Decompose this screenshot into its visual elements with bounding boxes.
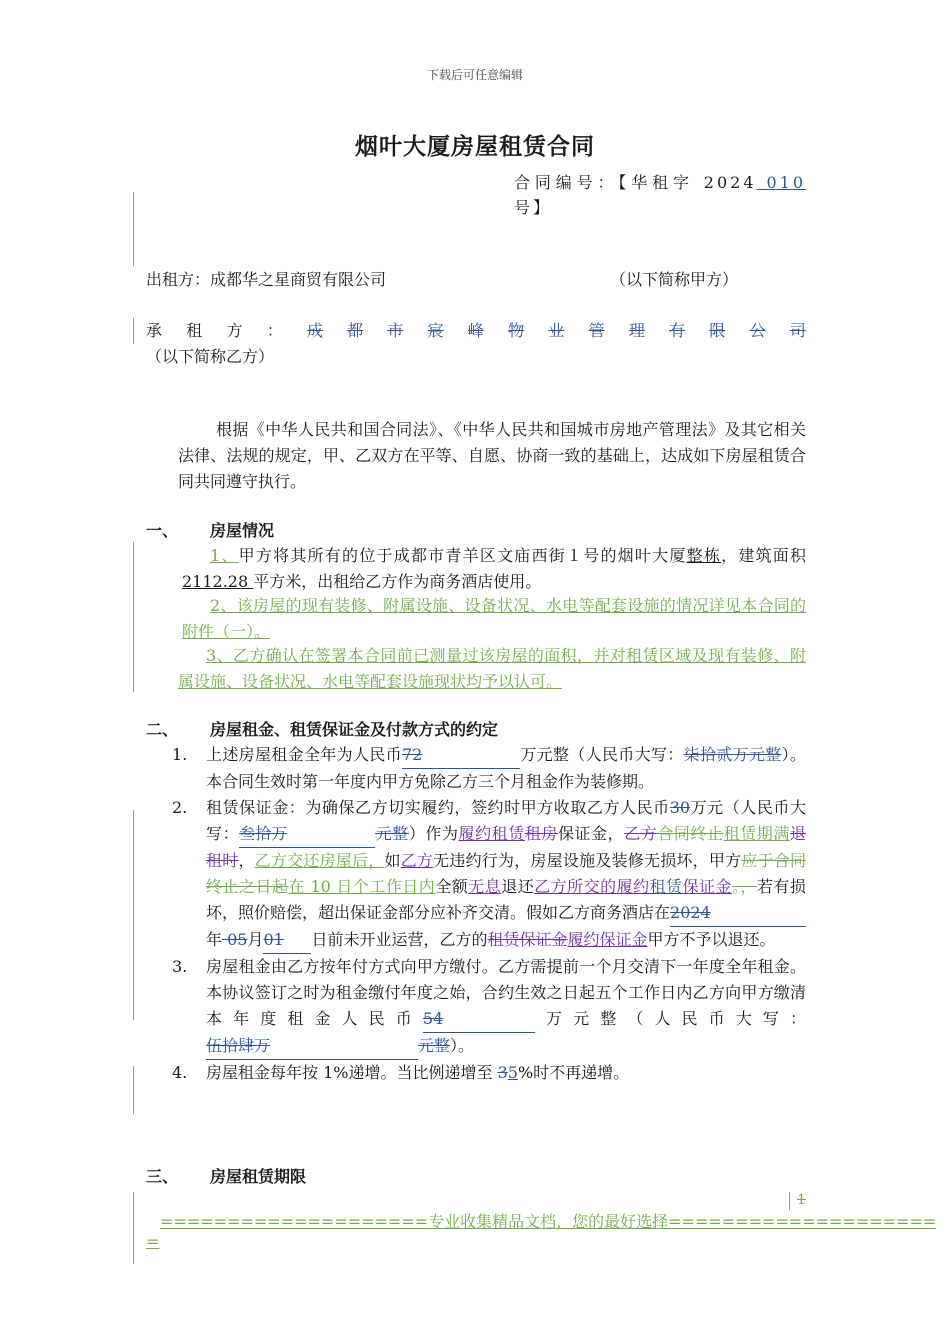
- inserted-text: 乙方所交的履约: [534, 877, 650, 896]
- deleted-text: 。，: [731, 877, 757, 896]
- item-text: 上述房屋租金全年为人民币: [206, 745, 402, 764]
- lessor-note: （以下简称甲方）: [610, 270, 739, 289]
- item-text: 如: [384, 851, 401, 870]
- inserted-text: 5: [507, 1063, 518, 1082]
- lessee-name-char: 市: [387, 321, 404, 340]
- item-text: 房屋租金由乙方按年付方式向甲方缴付。乙方需提前一个月交清下一年度全年租金。本协议签订之时为租金缴付年度之始，合约生效之日起五个工作日内乙方向甲方缴清本年度租金人民币: [206, 957, 806, 1028]
- section-1-item-1: [182, 543, 806, 595]
- item-text: 万元整（人民币大写：: [534, 1009, 806, 1028]
- deleted-text: 租房: [524, 824, 558, 843]
- item-text: 全额: [435, 877, 469, 896]
- area-value: 2112.28: [182, 572, 254, 591]
- lessee-name-char: 有: [669, 321, 686, 340]
- list-number: 1.: [172, 745, 188, 764]
- change-bar: [133, 810, 134, 1020]
- preamble: 根据《中华人民共和国合同法》、《中华人民共和国城市房地产管理法》及其它相关法律、法规的规定，甲、乙双方在平等、自愿、协商一致的基础上，达成如下房屋租赁合同共同遵守执行。: [178, 420, 806, 491]
- deposit-upper: 叁拾万: [239, 821, 375, 848]
- header-note: 下载后可任意编辑: [426, 68, 523, 82]
- contract-number-suffix: 号】: [514, 198, 553, 217]
- section-number: 一、: [146, 521, 179, 540]
- list-number: 2.: [172, 798, 188, 817]
- item-text: 月: [247, 930, 264, 949]
- section-2-list: [172, 742, 806, 1086]
- deleted-text: 应于合同终止之日起: [206, 851, 806, 896]
- item-text: 万元（人民币大写：: [206, 798, 806, 843]
- lessee-name-char: 成: [306, 321, 323, 340]
- inserted-text: 乙方交还房屋后，: [254, 851, 385, 870]
- item-number: 1、: [210, 546, 239, 565]
- annual-rent-upper: 伍拾肆万: [206, 1033, 418, 1060]
- section-1-item-2: [182, 593, 806, 645]
- item-text: %时不再递增。: [517, 1063, 630, 1082]
- page-number: 1: [797, 1192, 806, 1208]
- list-item: [172, 954, 806, 1060]
- lessee-label-char: ：: [266, 321, 283, 340]
- annual-rent-upper-suffix: 元整: [418, 1036, 451, 1055]
- item-text: ，: [238, 851, 255, 870]
- inserted-text: 在 10 日个工作日内: [288, 877, 436, 896]
- lessee-name-char: 管: [588, 321, 605, 340]
- opening-month: 05: [222, 930, 248, 949]
- item-text: 3、乙方确认在签署本合同前已测量过该房屋的面积，并对租赁区域及现有装修、附属设施、设备状况、水电等配套设施现状均予以认可。: [178, 646, 806, 691]
- list-item: [172, 1060, 806, 1086]
- document-title: 烟叶大厦房屋租赁合同: [355, 134, 595, 160]
- lessee-name-char: 司: [789, 321, 806, 340]
- item-text: ）。: [450, 1036, 475, 1055]
- item-text: 保证金，: [557, 824, 625, 843]
- lessee-name-char: 理: [628, 321, 645, 340]
- inserted-text: 履约保证金: [567, 930, 648, 949]
- inserted-text: 租赁: [649, 877, 683, 896]
- list-number: 3.: [172, 957, 188, 976]
- inserted-text: 乙方: [400, 851, 434, 870]
- item-text: 房屋租金每年按 1%递增。当比例递增至: [206, 1063, 498, 1082]
- lessee-line: [146, 318, 806, 344]
- change-bar: [133, 1192, 134, 1264]
- item-text: 2、该房屋的现有装修、附属设施、设备状况、水电等配套设施的情况详见本合同的附件（一）。: [182, 596, 806, 641]
- section-title: 房屋情况: [210, 521, 275, 540]
- deleted-text: 退租时: [206, 824, 806, 870]
- item-text: ）。本合同生效时第一年度内甲方免除乙方三个月租金作为装修期。: [206, 745, 806, 791]
- deposit-upper-suffix: 元整: [375, 824, 409, 843]
- contract-number: [514, 170, 806, 220]
- change-bar: [133, 542, 134, 692]
- footer-banner: ====================专业收集精品文档，您的最好选择====================: [160, 1212, 937, 1231]
- rent-amount-upper: 柒拾贰万元整: [683, 745, 782, 764]
- change-bar: [133, 1066, 134, 1114]
- item-text: 甲方不予以退还。: [647, 930, 776, 949]
- change-bar: [133, 192, 134, 266]
- opening-day: 01: [263, 927, 311, 954]
- list-item: [172, 795, 806, 954]
- change-bar: [789, 1192, 790, 1210]
- lessor-name: 成都华之星商贸有限公司: [210, 270, 387, 289]
- deleted-text: 乙方: [624, 824, 658, 843]
- lessee-label-char: 租: [186, 321, 203, 340]
- item-text: 日前未开业运营，乙方的: [311, 930, 488, 949]
- contract-number-label: 合同编号：【华租字 2024: [514, 173, 757, 192]
- lessee-name-char: 宸: [427, 321, 444, 340]
- deleted-text: 租赁保证金: [487, 930, 568, 949]
- lessor-line: [146, 267, 386, 293]
- deleted-text: 3: [497, 1063, 508, 1082]
- section-title: 房屋租赁期限: [210, 1167, 307, 1186]
- deposit-amount: 30: [669, 798, 691, 817]
- annual-rent-amount: 54: [423, 1006, 535, 1033]
- lessee-name-char: 峰: [467, 321, 484, 340]
- item-text: 整栋: [686, 546, 722, 565]
- lessee-name-char: 物: [508, 321, 525, 340]
- lessee-label-char: 承: [146, 321, 163, 340]
- item-text: 平方米，出租给乙方作为商务酒店使用。: [253, 572, 542, 591]
- lessee-name-char: 公: [749, 321, 766, 340]
- section-number: 二、: [146, 720, 179, 739]
- item-text: ，建筑面积: [721, 546, 806, 565]
- inserted-text: 履约租赁: [458, 824, 525, 843]
- lessee-name-char: 业: [548, 321, 565, 340]
- item-text: 万元整（人民币大写：: [519, 745, 684, 764]
- contract-number-value: 010: [756, 173, 806, 192]
- item-text: 租赁保证金：为确保乙方切实履约，签约时甲方收取乙方人民币: [206, 798, 670, 817]
- item-text: ）作为: [408, 824, 459, 843]
- inserted-text: 租赁期满: [723, 824, 790, 843]
- inserted-text: 无息: [468, 877, 502, 896]
- footer-continuation: =: [146, 1232, 160, 1251]
- item-text: 甲方将其所有的位于成都市青羊区文庙西街１号的烟叶大厦: [238, 546, 687, 565]
- inserted-text: 保证金: [682, 877, 732, 896]
- lessor-label: 出租方：: [146, 270, 211, 289]
- lessee-name-char: 都: [347, 321, 364, 340]
- change-bar: [133, 318, 134, 344]
- lessee-note: （以下简称乙方）: [146, 347, 275, 366]
- list-number: 4.: [172, 1063, 188, 1082]
- item-text: 年: [206, 930, 223, 949]
- section-title: 房屋租金、租赁保证金及付款方式的约定: [210, 720, 499, 739]
- rent-amount: 72: [402, 742, 520, 769]
- section-number: 三、: [146, 1167, 179, 1186]
- item-text: 无违约行为，房屋设施及装修无损坏，甲方: [433, 851, 742, 870]
- item-text: 退还: [501, 877, 535, 896]
- deleted-text: 合同终止: [657, 824, 724, 843]
- section-1-item-3: [178, 643, 806, 695]
- list-item: [172, 742, 806, 795]
- item-text: 若有损坏，照价赔偿，超出保证金部分应补齐交清。假如乙方商务酒店在: [206, 877, 806, 922]
- lessee-name-char: 限: [709, 321, 726, 340]
- opening-year: 2024: [670, 900, 806, 927]
- lessee-label-char: 方: [226, 321, 243, 340]
